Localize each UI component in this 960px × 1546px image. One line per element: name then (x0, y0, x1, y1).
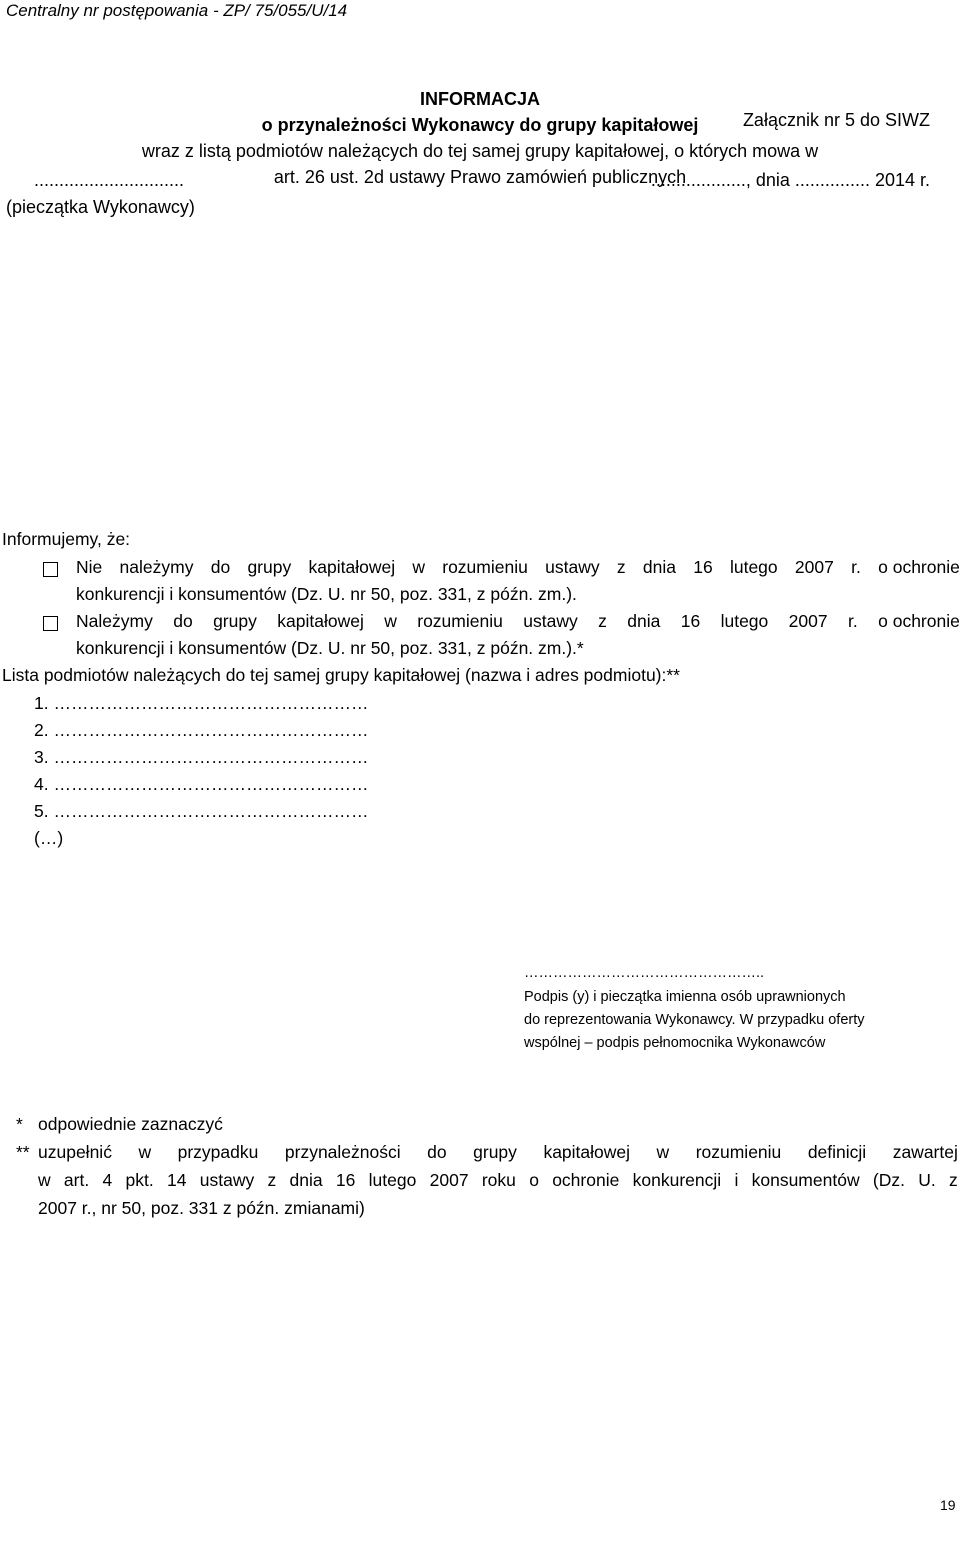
footnote-word: w (38, 1170, 51, 1190)
footnote-word: o (529, 1170, 539, 1190)
list-item: 1. ……………………………………………… (34, 693, 369, 713)
footnote-word: z (267, 1170, 277, 1190)
option-word: z (598, 611, 607, 631)
stamp-dots: .............................. (34, 170, 185, 190)
option-member-line2: konkurencji i konsumentów (Dz. U. nr 50, poz. 331, z późn. zm.).* (76, 638, 584, 658)
footnote-word: konsumentów (751, 1170, 860, 1190)
footnote-1-text: odpowiednie zaznaczyć (38, 1114, 223, 1134)
footnote-word: z (949, 1170, 958, 1190)
document-reference-header: Centralny nr postępowania - ZP/ 75/055/U/14 (6, 1, 348, 20)
document-title: INFORMACJA (420, 89, 540, 109)
footnote-2-line1 (38, 1138, 958, 1166)
option-word: grupy (247, 557, 292, 577)
option-word: z (616, 557, 626, 577)
option-word: dnia (642, 557, 676, 577)
option-word: do (173, 611, 193, 631)
list-item: 3. ……………………………………………… (34, 747, 369, 767)
option-word: dnia (627, 611, 661, 631)
checkbox-not-member[interactable] (43, 562, 58, 577)
option-not-member-line1 (76, 557, 960, 578)
footnote-2-marker: ** (16, 1142, 30, 1162)
footnote-word: konkurencji (632, 1170, 722, 1190)
option-word: kapitałowej (308, 557, 396, 577)
list-item: 4. ……………………………………………… (34, 774, 369, 794)
option-word: 16 (680, 611, 701, 631)
footnote-word: pkt. (125, 1170, 154, 1190)
stamp-label: (pieczątka Wykonawcy) (6, 197, 195, 217)
annex-label: Załącznik nr 5 do SIWZ (742, 110, 930, 130)
option-not-member[interactable] (0, 557, 960, 611)
footnote-word: U. (918, 1170, 936, 1190)
option-word: 16 (693, 557, 713, 577)
option-word: 2007 (794, 557, 834, 577)
list-heading: Lista podmiotów należących do tej samej grupy kapitałowej (nazwa i adres podmiotu):** (2, 665, 680, 685)
footnote-word: kapitałowej (543, 1142, 631, 1162)
document-subtitle: o przynależności Wykonawcy do grupy kapitałowej (261, 115, 699, 135)
option-word: w (384, 611, 397, 631)
option-word: ustawy (545, 557, 600, 577)
option-word: lutego (729, 557, 778, 577)
footnote-word: (Dz. (872, 1170, 905, 1190)
option-word: w (412, 557, 425, 577)
option-word: lutego (720, 611, 769, 631)
option-member-line1 (76, 611, 960, 632)
option-member[interactable] (0, 611, 960, 665)
footnote-word: 16 (335, 1170, 356, 1190)
footnote-word: ochronie (552, 1170, 620, 1190)
footnote-word: w (138, 1142, 152, 1162)
option-word: do (210, 557, 231, 577)
page-number: 19 (940, 1497, 956, 1513)
option-word: 2007 (788, 611, 828, 631)
document-subtitle-line4: art. 26 ust. 2d ustawy Prawo zamówień publicznych (273, 167, 687, 187)
signature-caption-line3: wspólnej – podpis pełnomocnika Wykonawców (524, 1035, 826, 1051)
footnote-word: przypadku (177, 1142, 259, 1162)
footnote-word: 14 (167, 1170, 187, 1190)
footnote-word: do (427, 1142, 447, 1162)
footnote-word: roku (481, 1170, 516, 1190)
date-line: ..................., dnia ............... 2014 r. (650, 170, 930, 190)
footnote-2-line3: 2007 r., nr 50, poz. 331 z późn. zmianami) (38, 1198, 365, 1218)
option-word: o ochronie (878, 557, 960, 577)
option-word: Nie (76, 557, 103, 577)
list-item: (…) (34, 828, 64, 848)
footnote-word: definicji (807, 1142, 867, 1162)
footnote-word: rozumieniu (695, 1142, 782, 1162)
footnote-word: 4 (102, 1170, 113, 1190)
footnote-word: ustawy (199, 1170, 255, 1190)
option-word: grupy (213, 611, 257, 631)
option-word: r. (848, 611, 858, 631)
footnote-word: dnia (289, 1170, 323, 1190)
footnote-word: uzupełnić (38, 1142, 112, 1162)
document-subtitle-line3: wraz z listą podmiotów należących do tej samej grupy kapitałowej, o których mowa w (141, 141, 819, 161)
footnote-word: grupy (473, 1142, 517, 1162)
list-item: 5. ……………………………………………… (34, 801, 369, 821)
footnote-word: w (656, 1142, 670, 1162)
signature-caption-line2: do reprezentowania Wykonawcy. W przypadku oferty (524, 1012, 865, 1028)
option-word: należymy (119, 557, 194, 577)
option-word: Należymy (76, 611, 153, 631)
option-word: o ochronie (878, 611, 960, 631)
intro-text: Informujemy, że: (2, 529, 131, 549)
option-word: rozumieniu (442, 557, 528, 577)
option-word: r. (851, 557, 861, 577)
option-word: ustawy (523, 611, 578, 631)
footnote-word: i (734, 1170, 739, 1190)
footnote-word: zawartej (892, 1142, 958, 1162)
footnote-word: lutego (368, 1170, 417, 1190)
list-item: 2. ……………………………………………… (34, 720, 369, 740)
footnote-1-marker: * (16, 1114, 23, 1134)
footnote-2-line2 (38, 1166, 958, 1194)
option-not-member-line2: konkurencji i konsumentów (Dz. U. nr 50, poz. 331, z późn. zm.). (76, 584, 577, 604)
signature-caption-line1: Podpis (y) i pieczątka imienna osób uprawnionych (524, 989, 846, 1005)
option-word: kapitałowej (277, 611, 364, 631)
option-word: rozumieniu (417, 611, 503, 631)
footnote-word: przynależności (284, 1142, 401, 1162)
signature-dots: ………………………………………….. (524, 965, 765, 981)
checkbox-member[interactable] (43, 616, 58, 631)
footnote-word: art. (63, 1170, 90, 1190)
footnote-word: 2007 (429, 1170, 469, 1190)
